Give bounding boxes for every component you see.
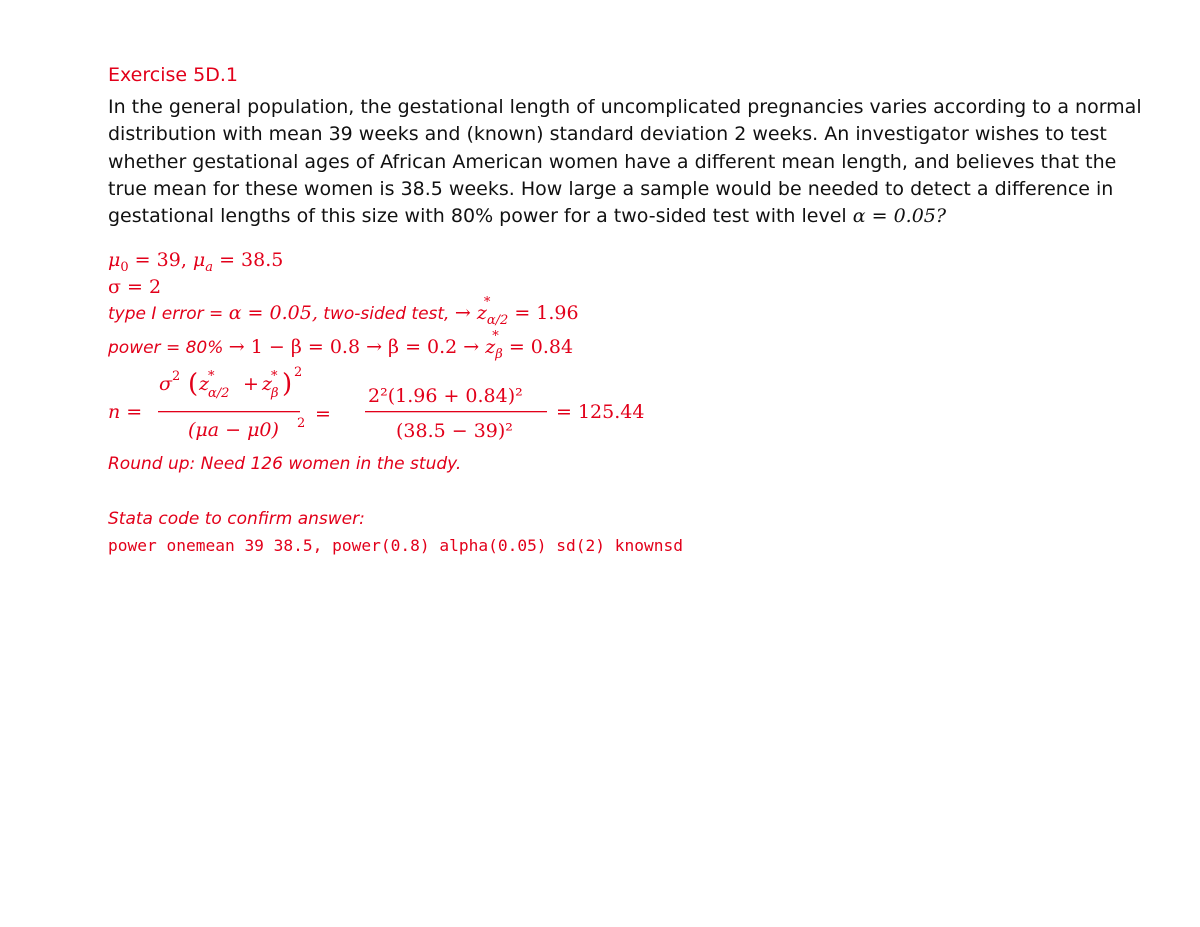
alpha-equation: α = 0.05, (228, 302, 318, 324)
paragraph-line-1: In the general population, the gestational length of uncomplicated pregnancies varies according to a normal (108, 96, 1142, 118)
paragraph-line-3: whether gestational ages of African American women have a different mean length, and believes that the (108, 150, 1117, 173)
numerator-2: 2²(1.96 + 0.84)² (368, 385, 523, 407)
z-alpha-symbol: z (476, 302, 487, 324)
num-open-paren: ( (188, 369, 199, 399)
num-sigma: σ (159, 373, 172, 395)
num-z1-star: * (208, 369, 215, 384)
exercise-paragraph (108, 94, 1142, 230)
num-z2: z (262, 373, 273, 395)
mua-value: = 38.5 (213, 249, 284, 271)
z-beta-symbol: z (485, 336, 496, 358)
z-alpha-value: = 1.96 (508, 302, 579, 324)
paragraph-line-2: distribution with mean 39 weeks and (known) standard deviation 2 weeks. An investigator wishes to test (108, 123, 1107, 146)
mu0-symbol: μ (108, 249, 121, 271)
alpha-level: α = 0.05? (852, 205, 947, 228)
paragraph-line-4: true mean for these women is 38.5 weeks. How large a sample would be needed to detect a difference in (108, 177, 1114, 200)
arrow-symbol: → (454, 302, 471, 324)
paragraph-line-5-text: gestational lengths of this size with 80% power for a two-sided test with level (108, 205, 853, 228)
power-label: power = 80% (108, 338, 229, 358)
num-z2-sub: β (271, 386, 279, 401)
mua-symbol: μ (192, 249, 206, 271)
denominator-1-exp: 2 (297, 416, 306, 431)
n-symbol: n = (108, 401, 143, 423)
mu0-subscript: 0 (120, 260, 129, 275)
denominator-1: (μa − μ0) (188, 419, 279, 441)
exercise-title: Exercise 5D.1 (108, 64, 238, 86)
num-z1-sub: α/2 (208, 386, 230, 401)
sigma-line: σ = 2 (108, 276, 162, 298)
z-beta-star-marker: * (492, 329, 499, 344)
fraction-bar-1 (158, 411, 300, 412)
power-chain: → 1 − β = 0.8 → β = 0.2 → (228, 336, 486, 358)
num-z1: z (199, 373, 210, 395)
z-beta-subscript: β (495, 347, 503, 362)
z-beta-value: = 0.84 (502, 336, 574, 358)
two-sided-label: two-sided test, (317, 304, 455, 324)
mu0-value: = 39, (128, 249, 193, 271)
equals-result: = 125.44 (556, 401, 645, 423)
fraction-bar-2 (365, 411, 547, 412)
type-one-error-line (108, 295, 579, 333)
stata-code: power onemean 39 38.5, power(0.8) alpha(0.05) sd(2) knownsd (108, 536, 683, 555)
paragraph-line-5 (108, 203, 1108, 230)
equals-1: = (315, 403, 331, 425)
type-one-error-label: type I error = (108, 304, 229, 324)
z-alpha-subscript: α/2 (486, 313, 509, 328)
round-up-conclusion: Round up: Need 126 women in the study. (108, 454, 462, 474)
denominator-2: (38.5 − 39)² (396, 420, 513, 442)
num-close-paren: ) (282, 369, 293, 399)
mua-subscript: a (205, 260, 214, 275)
sample-size-formula (100, 360, 700, 450)
num-sigma-exp: 2 (172, 369, 181, 384)
num-outer-exp: 2 (294, 365, 303, 380)
num-plus: + (243, 373, 259, 395)
z-star-marker: * (483, 295, 491, 310)
stata-label: Stata code to confirm answer: (108, 509, 365, 529)
num-z2-star: * (271, 369, 278, 384)
